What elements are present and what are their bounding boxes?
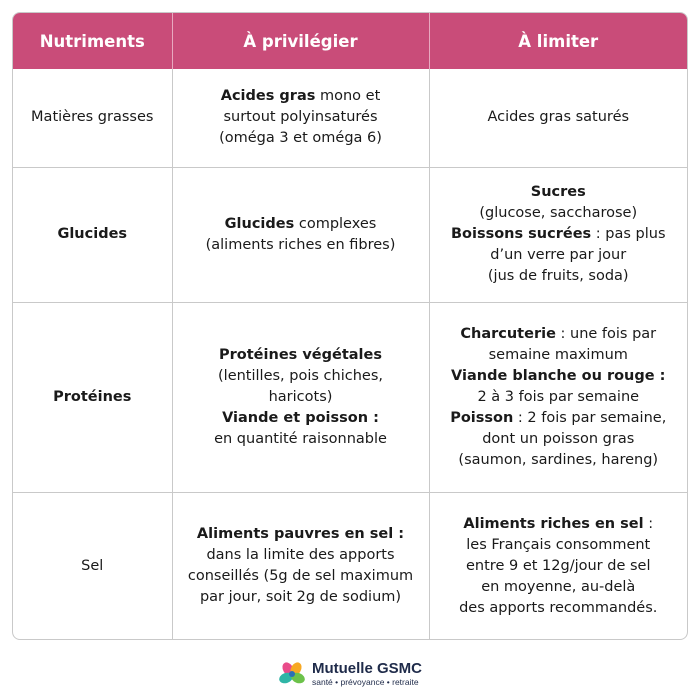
brand-logo	[0, 656, 700, 692]
brand-name: Mutuelle GSMC	[311, 660, 422, 677]
favor-fats: Acides gras mono et surtout polyinsaturés (oméga 3 et oméga 6)	[172, 69, 429, 167]
favor-proteins: Protéines végétales (lentilles, pois chiches, haricots) Viande et poisson : en quantité raisonnable	[172, 302, 429, 492]
nutrient-fats: Matières grasses	[13, 69, 172, 167]
limit-fats: Acides gras saturés	[429, 69, 687, 167]
brand-tagline: santé • prévoyance • retraite	[311, 677, 419, 687]
table-row-fats	[13, 69, 687, 167]
limit-carbs: Sucres (glucose, saccharose) Boissons sucrées : pas plus d’un verre par jour (jus de fruits, soda)	[429, 167, 687, 302]
header-limit: À limiter	[429, 13, 687, 69]
favor-salt: Aliments pauvres en sel : dans la limite des apports conseillés (5g de sel maximum par jour, soit 2g de sodium)	[172, 492, 429, 640]
table-row-salt	[13, 492, 687, 640]
nutrient-carbs: Glucides	[13, 167, 172, 302]
nutrient-salt: Sel	[13, 492, 172, 640]
nutrient-proteins: Protéines	[13, 302, 172, 492]
nutrition-table	[13, 13, 687, 640]
table-header-row	[13, 13, 687, 69]
header-favor: À privilégier	[172, 13, 429, 69]
limit-proteins: Charcuterie : une fois par semaine maximum Viande blanche ou rouge : 2 à 3 fois par semaine Poisson : 2 fois par semaine, dont un poisson gras (saumon, sardines, hareng)	[429, 302, 687, 492]
flower-logo-icon	[278, 660, 306, 688]
table-row-proteins	[13, 302, 687, 492]
table-row-carbs	[13, 167, 687, 302]
limit-salt: Aliments riches en sel : les Français consomment entre 9 et 12g/jour de sel en moyenne, au-delà des apports recommandés.	[459, 515, 658, 616]
nutrition-table-container	[12, 12, 688, 640]
favor-carbs: Glucides complexes (aliments riches en fibres)	[172, 167, 429, 302]
header-nutrients: Nutriments	[13, 13, 172, 69]
